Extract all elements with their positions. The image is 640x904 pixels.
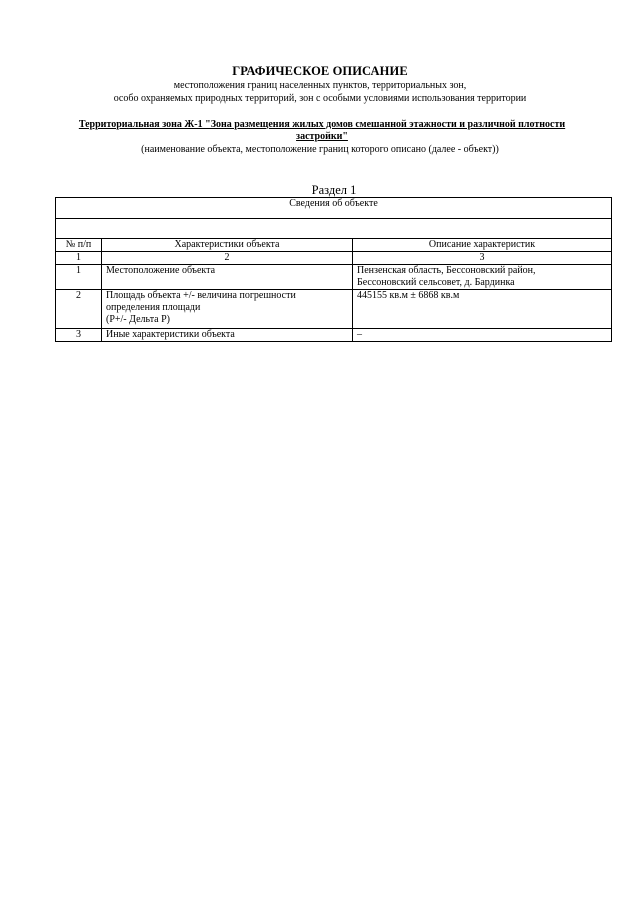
table-row xyxy=(56,329,612,342)
row-3-num: 3 xyxy=(56,329,102,342)
row-2-characteristic xyxy=(102,290,353,329)
row-2-num: 2 xyxy=(56,290,102,329)
table-spacer-cell xyxy=(56,219,612,239)
object-name: Территориальная зона Ж-1 "Зона размещения жилых домов смешанной этажности и различной плотности застройки" xyxy=(78,119,566,142)
row-1-characteristic: Местоположение объекта xyxy=(102,265,353,290)
row-1-num: 1 xyxy=(56,265,102,290)
row-1-description xyxy=(353,265,612,290)
table-row xyxy=(56,290,612,329)
table-row xyxy=(56,265,612,290)
row-3-characteristic: Иные характеристики объекта xyxy=(102,329,353,342)
table-header-row xyxy=(56,239,612,252)
row-2-characteristic-line-3: (P+/- Дельта P) xyxy=(106,314,171,325)
column-number-1: 1 xyxy=(56,252,102,265)
object-info-table xyxy=(55,197,612,342)
header-description: Описание характеристик xyxy=(353,239,612,252)
table-spacer-row xyxy=(56,219,612,239)
row-1-description-line-2: Бессоновский сельсовет, д. Бардинка xyxy=(357,277,515,288)
row-2-characteristic-line-1: Площадь объекта +/- величина погрешности xyxy=(106,290,296,301)
section-title: Раздел 1 xyxy=(311,183,357,197)
table-caption-row xyxy=(56,198,612,219)
table-column-numbers-row xyxy=(56,252,612,265)
column-number-2: 2 xyxy=(102,252,353,265)
document-subtitle-line-2: особо охраняемых природных территорий, зон с особыми условиями использования территории xyxy=(113,93,527,104)
header-characteristic: Характеристики объекта xyxy=(102,239,353,252)
document-subtitle-line-1: местоположения границ населенных пунктов, территориальных зон, xyxy=(173,80,467,91)
document-title: ГРАФИЧЕСКОЕ ОПИСАНИЕ xyxy=(232,64,408,78)
row-2-characteristic-line-2: определения площади xyxy=(106,302,201,313)
row-1-description-line-1: Пензенская область, Бессоновский район, xyxy=(357,265,536,276)
table-caption: Сведения об объекте xyxy=(56,198,612,219)
column-number-3: 3 xyxy=(353,252,612,265)
row-2-description: 445155 кв.м ± 6868 кв.м xyxy=(353,290,612,329)
row-3-description: – xyxy=(353,329,612,342)
object-name-note: (наименование объекта, местоположение границ которого описано (далее - объект)) xyxy=(141,144,499,155)
header-num: № п/п xyxy=(56,239,102,252)
